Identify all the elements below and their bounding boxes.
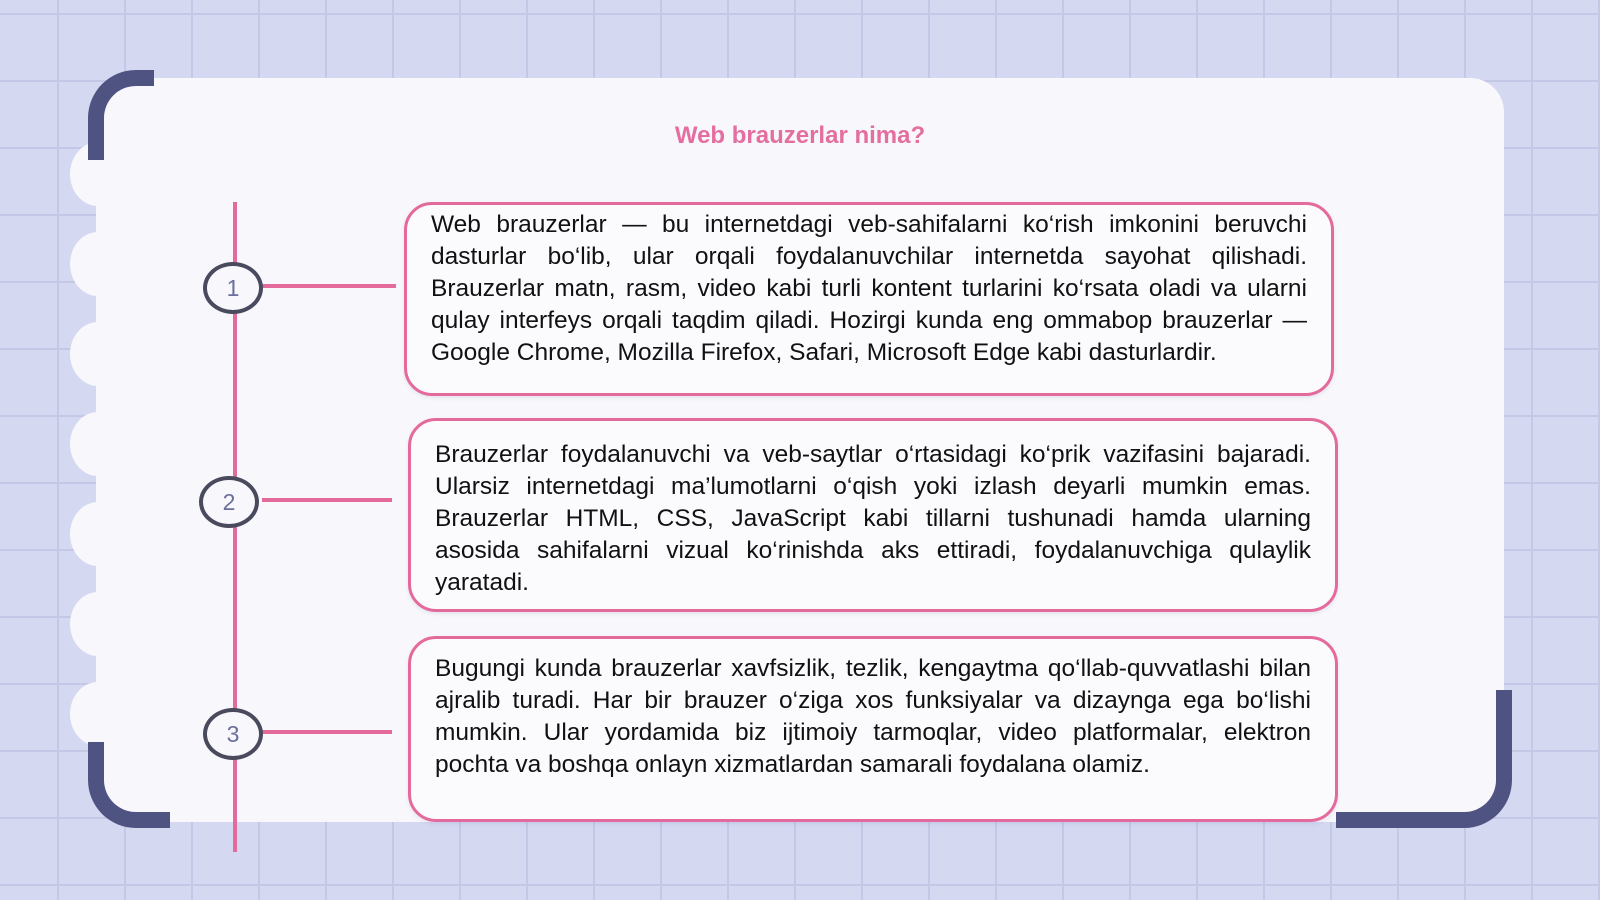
text-box-1 [404, 202, 1334, 396]
binder-scallop [70, 232, 126, 296]
timeline-connector [262, 730, 392, 734]
binder-scallop [70, 412, 126, 476]
binder-scallop [70, 682, 126, 746]
frame-corner-top-left [88, 70, 154, 160]
step-number-label: 3 [226, 720, 240, 747]
frame-corner-bottom-right [1336, 690, 1512, 828]
text-box-3 [408, 636, 1338, 822]
timeline-connector [262, 498, 392, 502]
step-number-1 [203, 262, 263, 314]
timeline-connector [262, 284, 396, 288]
text-box-2 [408, 418, 1338, 612]
step-number-label: 1 [226, 274, 240, 301]
binder-scallop [70, 592, 126, 656]
step-number-label: 2 [222, 488, 236, 515]
binder-scallop [70, 322, 126, 386]
text-box-content: Brauzerlar foydalanuvchi va veb-saytlar o‘rtasidagi ko‘prik vazifasini bajaradi. Ularsiz internetdagi ma’lumotlarni o‘qish yoki izlash deyarli mumkin emas. Brauzerlar HTML, CSS, JavaScript kabi tillarni tushunadi hamda ularning asosida sahifalarni vizual ko‘rinishda aks ettiradi, foydalanuvchiga qulaylik yaratadi. [435, 441, 1311, 596]
text-box-content: Bugungi kunda brauzerlar xavfsizlik, tezlik, kengaytma qo‘llab-quvvatlashi bilan ajralib turadi. Har bir brauzer o‘ziga xos funksiyalar va dizaynga ega bo‘lishi mumkin. Ular yordamida biz ijtimoiy tarmoqlar, video platformalar, elektron pochta va boshqa onlayn xizmatlardan samarali foydalana olamiz. [435, 655, 1311, 778]
text-box-content: Web brauzerlar — bu internetdagi veb-sahifalarni ko‘rish imkonini beruvchi dasturlar bo‘lib, ular orqali foydalanuvchilar internetda sayohat qilishadi. Brauzerlar matn, rasm, video kabi turli kontent turlarini ko‘rsata oladi va ularni qulay interfeys orqali taqdim qiladi. Hozirgi kunda eng ommabop brauzerlar — Google Chrome, Mozilla Firefox, Safari, Microsoft Edge kabi dasturlardir. [431, 211, 1307, 366]
binder-scallop [70, 502, 126, 566]
step-number-2 [199, 476, 259, 528]
slide-title: Web brauzerlar nima? [674, 122, 926, 149]
frame-corner-bottom-left [88, 742, 170, 828]
step-number-3 [203, 708, 263, 760]
